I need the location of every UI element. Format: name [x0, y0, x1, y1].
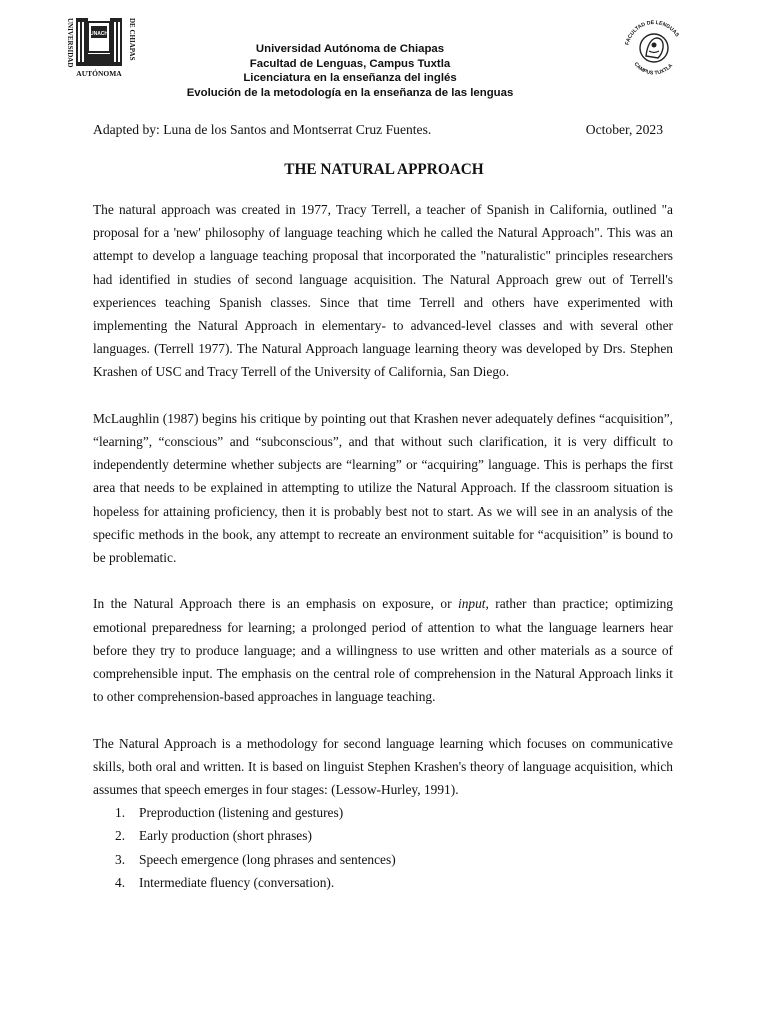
seal-bottom-text: CAMPUS TUXTLA — [632, 61, 675, 77]
university-name: Universidad Autónoma de Chiapas — [255, 43, 445, 55]
university-logo — [62, 14, 136, 80]
list-item-text: Intermediate fluency (conversation). — [139, 874, 335, 890]
degree-name: Licenciatura en la enseñanza del inglés — [243, 72, 457, 85]
adapted-by: Adapted by: Luna de los Santos and Montserrat Cruz Fuentes. — [93, 122, 432, 137]
logo-left-right-text: DE CHIAPAS — [128, 18, 136, 61]
paragraph-3-italic: input, — [457, 596, 489, 612]
document-title: THE NATURAL APPROACH — [284, 161, 484, 178]
list-item — [93, 871, 673, 894]
paragraph-3-start: In the Natural Approach there is an emphasis on exposure, or — [93, 596, 458, 612]
paragraph-3-end: rather than practice; optimizing emotional preparedness for learning; a prolonged period of attention to what the language learners hear before they try to produce language; and a willingness to use written and other materials as a source of comprehensible input. The emphasis on the central role of comprehension in the Natural Approach links it to other comprehension-based approaches in language teaching. — [93, 596, 673, 705]
institution-header — [150, 42, 550, 100]
faculty-seal — [618, 18, 690, 80]
list-item-number: 2. — [115, 828, 126, 844]
stages-list — [93, 801, 673, 894]
list-item-number: 1. — [115, 805, 126, 821]
course-name: Evolución de la metodología en la enseñanza de las lenguas — [186, 86, 514, 99]
list-item-text: Preproduction (listening and gestures) — [139, 805, 344, 821]
list-item — [93, 824, 673, 847]
svg-text:CAMPUS TUXTLA — [633, 61, 675, 76]
svg-text:FACULTAD DE LENGUAS — [625, 20, 681, 46]
logo-left-top-text: UNIVERSIDAD — [66, 18, 74, 68]
seal-top-text: FACULTAD DE LENGUAS — [624, 19, 680, 46]
paragraph-3 — [93, 592, 673, 708]
paragraph-4: The Natural Approach is a methodology for second language learning which focuses on communicative skills, both oral and written. It is based on linguist Stephen Krashen's theory of language acquisition, which assumes that speech emerges in four stages: (Lessow-Hurley, 1991). — [93, 735, 673, 798]
list-item-text: Speech emergence (long phrases and sentences) — [139, 851, 396, 867]
paragraph-1: The natural approach was created in 1977, Tracy Terrell, a teacher of Spanish in California, outlined "a proposal for a 'new' philosophy of language teaching which he called the Natural Approach". This was an attempt to develop a language teaching proposal that incorporated the "naturalistic" principles researchers had identified in studies of second language acquisition. The Natural Approach grew out of Terrell's experiences teaching Spanish classes. Since that time Terrell and others have experimented with implementing the Natural Approach in elementary- to advanced-level classes and with several other languages. (Terrell 1977). The Natural Approach language learning theory was developed by Drs. Stephen Krashen of USC and Tracy Terrell of the University of California, San Diego. — [93, 202, 673, 380]
document-body — [93, 198, 673, 894]
faculty-name: Facultad de Lenguas, Campus Tuxtla — [249, 57, 451, 70]
list-item-number: 4. — [115, 874, 126, 890]
list-item-text: Early production (short phrases) — [139, 828, 312, 844]
list-item — [93, 801, 673, 824]
logo-left-inner-text: UNACH — [89, 31, 109, 37]
list-item — [93, 848, 673, 871]
logo-left-bottom-text: AUTÓNOMA — [76, 69, 122, 78]
paragraph-2: McLaughlin (1987) begins his critique by pointing out that Krashen never adequately defines “acquisition”, “learning”, “conscious” and “subconscious”, and that without such clarification, it is very difficult to independently determine whether subjects are “learning” or “acquiring” language. This is perhaps the first area that needs to be explained in attempting to utilize the Natural Approach. If the classroom situation is hopeless for attaining proficiency, then it is probably best not to start. As we will see in an analysis of the specific methods in the book, any attempt to recreate an environment suitable for “acquisition” is bound to be problematic. — [93, 410, 673, 566]
list-item-number: 3. — [115, 851, 126, 867]
document-date: October, 2023 — [585, 122, 663, 137]
meta-line — [93, 122, 663, 138]
